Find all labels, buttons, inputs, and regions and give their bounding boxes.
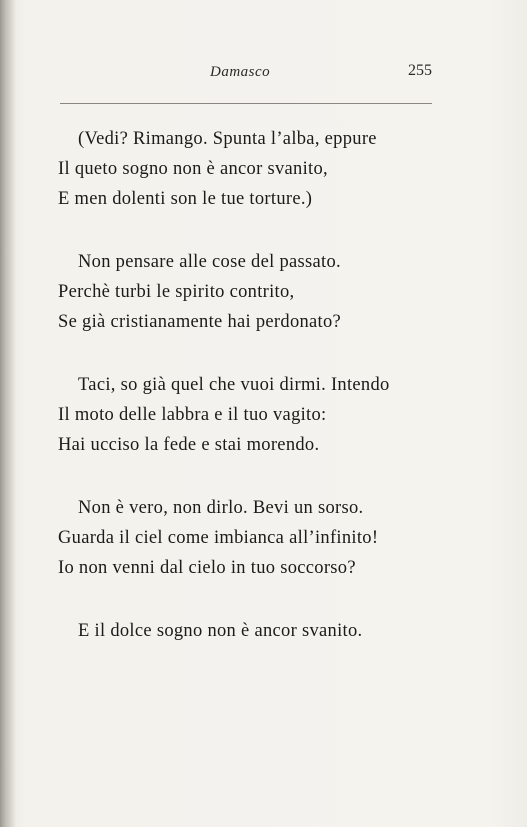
running-title: Damasco xyxy=(210,64,271,80)
stanza-3 xyxy=(58,370,458,460)
stanza-5 xyxy=(58,616,458,646)
stanza-2 xyxy=(58,247,458,337)
verse-line: Non pensare alle cose del passato. xyxy=(78,252,341,272)
verse-line: Io non venni dal cielo in tuo soccorso? xyxy=(58,558,356,578)
verse-line: Perchè turbi le spirito contrito, xyxy=(58,282,295,302)
verse-line: E men dolenti son le tue torture.) xyxy=(58,189,313,209)
verse-line: (Vedi? Rimango. Spunta l’alba, eppure xyxy=(78,129,377,149)
page-number: 255 xyxy=(408,62,432,79)
verse-line: E il dolce sogno non è ancor svanito. xyxy=(78,621,363,641)
stanza-4 xyxy=(58,493,458,583)
page-header xyxy=(60,62,432,86)
verse-line: Se già cristianamente hai perdonato? xyxy=(58,312,342,332)
verse-line: Guarda il ciel come imbianca all’infinito! xyxy=(58,528,379,548)
verse-line: Non è vero, non dirlo. Bevi un sorso. xyxy=(78,498,364,518)
verse-line: Taci, so già quel che vuoi dirmi. Intendo xyxy=(78,375,390,395)
page-binding-shadow xyxy=(0,0,16,827)
stanza-1 xyxy=(58,124,458,214)
verse-line: Hai ucciso la fede e stai morendo. xyxy=(58,435,320,455)
header-rule xyxy=(60,103,432,104)
verse-line: Il queto sogno non è ancor svanito, xyxy=(58,159,328,179)
poem-body xyxy=(58,124,458,679)
verse-line: Il moto delle labbra e il tuo vagito: xyxy=(58,405,327,425)
